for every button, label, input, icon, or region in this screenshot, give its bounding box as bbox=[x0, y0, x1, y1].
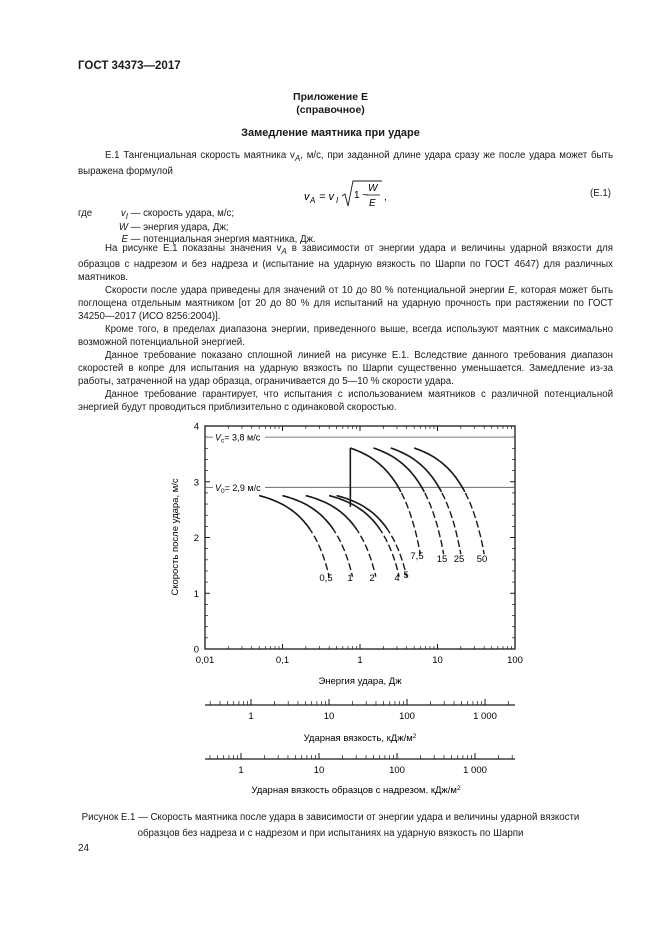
caption-line-1: Рисунок Е.1 — Скорость маятника после удара в зависимости от энергии удара и величины ударной вязкости bbox=[81, 812, 580, 823]
svg-text:v: v bbox=[304, 191, 310, 203]
curve-label: 0,5 bbox=[319, 573, 333, 584]
x-tick-label: 0,1 bbox=[275, 655, 290, 666]
curve-4 bbox=[329, 496, 399, 577]
appendix-title: Приложение Е bbox=[293, 91, 368, 103]
axis2-tick-label: 1 bbox=[248, 711, 254, 722]
paragraph-speeds: Скорости после удара приведены для значений от 10 до 80 % потенциальной энергии E, которая может быть поглощена отдельным маятником [от 20 до 80 % для испытаний на ударную прочность при растяжении по ГОСТ 34250—2017 (ИСО 8256:2004)]. bbox=[78, 284, 613, 322]
curve-label: 4 bbox=[394, 573, 400, 584]
axis3-tick-label: 10 bbox=[313, 765, 325, 776]
axis3-label: Ударная вязкость образцов с надрезом. кДж/$м^2$ bbox=[251, 785, 461, 796]
definitions bbox=[78, 208, 316, 245]
y-tick-label: 4 bbox=[193, 421, 199, 433]
curve-solid-0,5 bbox=[259, 496, 310, 529]
paragraph-solid: Данное требование показано сплошной линией на рисунке Е.1. Вследствие данного требования диапазон скоростей в копре для испытания на ударную вязкость по Шарпи существенно уменьшается. Замедление из-за работы, затраченной на удар образца, ограничивается до 5—10 % скорости удара. bbox=[78, 349, 613, 387]
curve-solid-15 bbox=[374, 448, 425, 492]
y-tick-label: 2 bbox=[193, 533, 199, 544]
axis2-tick-label: 100 bbox=[399, 711, 415, 722]
curve-0,5 bbox=[259, 496, 329, 577]
curve-label: 15 bbox=[436, 554, 448, 565]
formula-e1 bbox=[300, 178, 420, 217]
axis3-tick-label: 1 bbox=[238, 765, 244, 776]
svg-text:= v: = v bbox=[319, 191, 334, 203]
curve-solid-2 bbox=[306, 496, 357, 529]
curve-50 bbox=[414, 448, 484, 554]
definition-row: E — потенциальная энергия маятника, Дж. bbox=[121, 233, 316, 245]
axis3-tick-label: 100 bbox=[389, 765, 405, 776]
axis3-tick-label: 1 000 bbox=[463, 765, 487, 776]
y-tick-label: 3 bbox=[193, 477, 199, 489]
axis2-tick-label: 1 000 bbox=[473, 711, 497, 722]
equation-number: (Е.1) bbox=[590, 188, 611, 199]
svg-text:W: W bbox=[368, 183, 378, 194]
svg-text:1 −: 1 − bbox=[354, 190, 369, 201]
reference-line-label: $V_c= 3,8$ м/с bbox=[215, 432, 261, 445]
x-tick-label: 100 bbox=[507, 655, 523, 666]
caption-line-2: образцов без надреза и с надрезом и при испытаниях на ударную вязкость по Шарпи bbox=[137, 828, 524, 839]
document-header: ГОСТ 34373—2017 bbox=[78, 60, 181, 72]
svg-text:,: , bbox=[384, 192, 387, 203]
paragraph-fig-ref: На рисунке Е.1 показаны значения $v_A$ в зависимости от энергии удара и величины ударной вязкости для образцов с надрезом и без надреза и (испытание на ударную вязкость по Шарпи по ГОСТ 4647) для различных маятников. bbox=[78, 243, 613, 283]
x-axis-label: Энергия удара, Дж bbox=[318, 676, 402, 687]
y-tick-label: 1 bbox=[193, 588, 199, 600]
y-axis-label: Скорость после удара, м/с bbox=[170, 478, 181, 596]
curve-1 bbox=[283, 496, 353, 577]
page-number: 24 bbox=[78, 843, 90, 854]
curve-25 bbox=[391, 448, 461, 554]
body-text bbox=[78, 242, 613, 414]
axis2-label: Ударная вязкость, кДж/$м^2$ bbox=[303, 733, 417, 744]
svg-text:E: E bbox=[369, 198, 376, 209]
curve-label: 7,5 bbox=[410, 551, 424, 562]
curve-solid-50 bbox=[414, 448, 465, 492]
section-title: Замедление маятника при ударе bbox=[241, 127, 420, 139]
figure-caption bbox=[0, 810, 661, 842]
curve-15 bbox=[374, 448, 444, 554]
x-tick-label: 1 bbox=[357, 655, 363, 666]
curve-label: 2 bbox=[369, 573, 375, 584]
curve-label: 50 bbox=[476, 554, 488, 565]
definition-row: где $v_I$ — скорость удара, м/с; bbox=[78, 208, 235, 221]
curve-label: 25 bbox=[453, 554, 465, 565]
curve-solid-25 bbox=[391, 448, 442, 492]
figure-e1 bbox=[0, 410, 661, 805]
curve-label: 5 bbox=[403, 570, 409, 581]
curve-solid-7,5 bbox=[350, 448, 401, 492]
y-tick-label: 0 bbox=[193, 644, 199, 656]
definition-row: W — энергия удара, Дж; bbox=[118, 222, 229, 234]
paragraph-guarantee: Данное требование гарантирует, что испытания с использованием маятников с различной потенциальной энергией будут проводиться приблизительно с одинаковой скоростью. bbox=[78, 388, 613, 413]
curve-solid-1 bbox=[283, 496, 334, 529]
plot-frame bbox=[205, 426, 515, 649]
paragraph-max: Кроме того, в пределах диапазона энергии, приведенного выше, всегда используют маятник с максимально возможной потенциальной энергией. bbox=[78, 323, 613, 348]
x-tick-label: 0,01 bbox=[195, 655, 215, 666]
axis2-tick-label: 10 bbox=[323, 711, 335, 722]
paragraph-e1: Е.1 Тангенциальная скорость маятника $v_A$, м/с, при заданной длине удара сразу же после удара может быть выражена формулой bbox=[78, 150, 613, 177]
formula-graphic bbox=[300, 178, 420, 214]
svg-text:A: A bbox=[310, 196, 316, 205]
svg-text:I: I bbox=[336, 196, 339, 205]
curve-label: 1 bbox=[347, 573, 353, 584]
appendix-subtitle: (справочное) bbox=[296, 104, 365, 116]
reference-line-label: $V_0= 2,9$ м/с bbox=[215, 482, 261, 495]
x-tick-label: 10 bbox=[432, 655, 443, 666]
